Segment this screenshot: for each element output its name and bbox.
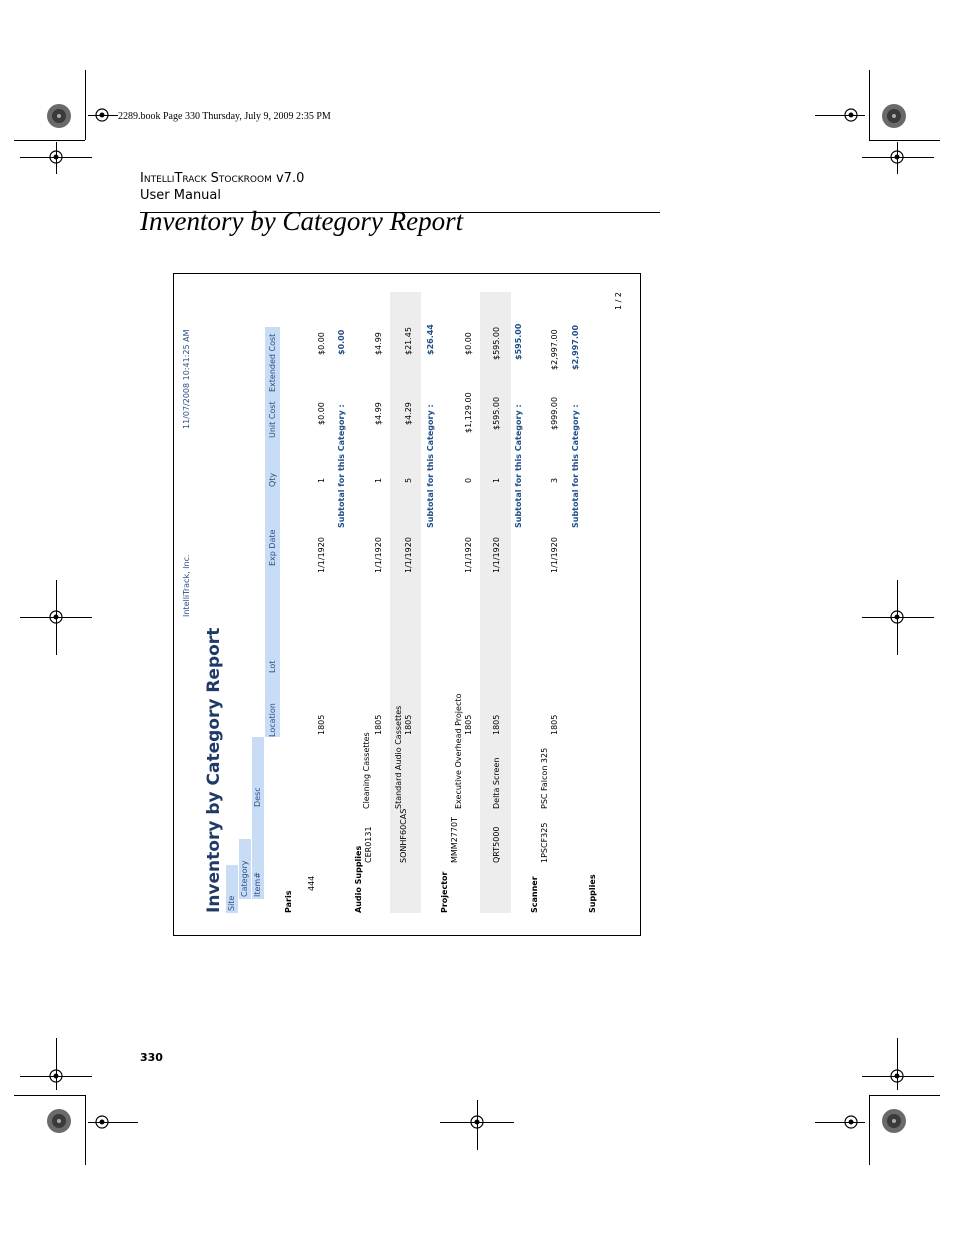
- page-number: 330: [140, 1051, 163, 1064]
- rosette-icon: [46, 1108, 72, 1134]
- ext-cell: $0.00: [317, 332, 326, 355]
- report-company: IntelliTrack, Inc.: [182, 554, 191, 617]
- item-cell: 1PSCF325: [540, 822, 549, 863]
- subtotal-label: Subtotal for this Category :: [337, 404, 346, 528]
- exp-cell: 1/1/1920: [404, 537, 413, 573]
- category-header: Category: [240, 860, 249, 897]
- unit-cell: $0.00: [317, 402, 326, 425]
- registration-target-icon: [93, 1113, 111, 1131]
- desc-cell: Executive Overhead Projecto: [454, 693, 463, 809]
- registration-target-icon: [842, 1113, 860, 1131]
- location-cell: 1805: [550, 714, 559, 735]
- subtotal-value: $2,997.00: [571, 324, 580, 370]
- report-title: Inventory by Category Report: [204, 627, 224, 913]
- subtotal-label: Subtotal for this Category :: [571, 404, 580, 528]
- unit-cost-header: Unit Cost: [268, 401, 277, 438]
- product-name: IntelliTrack Stockroom v7.0: [140, 171, 305, 186]
- rosette-icon: [881, 103, 907, 129]
- lot-header: Lot: [268, 660, 277, 673]
- unit-cell: $1,129.00: [464, 392, 473, 433]
- location-cell: 1805: [374, 714, 383, 735]
- qty-header: Qty: [268, 472, 277, 487]
- registration-target-icon: [888, 1067, 906, 1085]
- registration-target-icon: [47, 608, 65, 626]
- ext-cell: $0.00: [464, 332, 473, 355]
- registration-target-icon: [842, 106, 860, 124]
- item-cell: SONHF60CAS: [399, 808, 408, 863]
- report-timestamp: 11/07/2008 10:41:25 AM: [182, 329, 191, 429]
- subtotal-value: $26.44: [426, 324, 435, 355]
- item-header: Item#: [253, 872, 262, 897]
- unit-cell: $595.00: [492, 396, 501, 430]
- item-cell: QRT5000: [492, 826, 501, 863]
- extended-cost-header: Extended Cost: [268, 333, 277, 392]
- unit-cell: $999.00: [550, 396, 559, 430]
- item-cell: 444: [307, 875, 316, 891]
- registration-target-icon: [47, 148, 65, 166]
- location-cell: 1805: [317, 714, 326, 735]
- qty-cell: 3: [550, 477, 559, 483]
- ext-cell: $4.99: [374, 332, 383, 355]
- desc-cell: Standard Audio Cassettes: [394, 705, 403, 809]
- registration-target-icon: [888, 148, 906, 166]
- rosette-icon: [46, 103, 72, 129]
- rosette-icon: [881, 1108, 907, 1134]
- product-header: [140, 170, 304, 204]
- location-header: Location: [268, 703, 277, 737]
- row-shade: [480, 292, 511, 913]
- category-name: Projector: [440, 871, 449, 913]
- desc-cell: PSC Falcon 325: [540, 747, 549, 809]
- item-cell: MMM2770T: [450, 817, 459, 863]
- category-name: Scanner: [530, 876, 539, 913]
- report-page: [174, 274, 640, 935]
- exp-cell: 1/1/1920: [550, 537, 559, 573]
- qty-cell: 1: [317, 477, 326, 483]
- ext-cell: $2,997.00: [550, 329, 559, 370]
- subtotal-value: $595.00: [514, 323, 523, 360]
- section-title: Inventory by Category Report: [140, 206, 464, 236]
- subtotal-value: $0.00: [337, 329, 346, 355]
- location-cell: 1805: [404, 714, 413, 735]
- registration-target-icon: [93, 106, 111, 124]
- desc-header: Desc: [253, 787, 262, 807]
- exp-date-header: Exp Date: [268, 529, 277, 566]
- qty-cell: 5: [404, 477, 413, 483]
- report-screenshot: [173, 273, 641, 936]
- book-stamp: 2289.book Page 330 Thursday, July 9, 2009 2:35 PM: [118, 111, 331, 122]
- ext-cell: $21.45: [404, 327, 413, 355]
- unit-cell: $4.99: [374, 402, 383, 425]
- item-cell: CER0131: [364, 826, 373, 863]
- unit-cell: $4.29: [404, 402, 413, 425]
- desc-cell: Delta Screen: [492, 757, 501, 809]
- qty-cell: 1: [492, 477, 501, 483]
- exp-cell: 1/1/1920: [464, 537, 473, 573]
- site-header: Site: [227, 895, 236, 911]
- exp-cell: 1/1/1920: [374, 537, 383, 573]
- category-name: Supplies: [588, 874, 597, 913]
- qty-cell: 1: [374, 477, 383, 483]
- site-value: Paris: [284, 890, 293, 913]
- report-page-indicator: 1 / 2: [614, 292, 623, 310]
- desc-cell: Cleaning Cassettes: [362, 732, 371, 809]
- registration-target-icon: [888, 608, 906, 626]
- registration-target-icon: [468, 1113, 486, 1131]
- registration-target-icon: [47, 1067, 65, 1085]
- qty-cell: 0: [464, 477, 473, 483]
- category-name: Audio Supplies: [354, 845, 363, 913]
- location-cell: 1805: [464, 714, 473, 735]
- subtotal-label: Subtotal for this Category :: [426, 404, 435, 528]
- exp-cell: 1/1/1920: [317, 537, 326, 573]
- subtotal-label: Subtotal for this Category :: [514, 404, 523, 528]
- location-cell: 1805: [492, 714, 501, 735]
- exp-cell: 1/1/1920: [492, 537, 501, 573]
- ext-cell: $595.00: [492, 326, 501, 360]
- manual-label: User Manual: [140, 188, 222, 203]
